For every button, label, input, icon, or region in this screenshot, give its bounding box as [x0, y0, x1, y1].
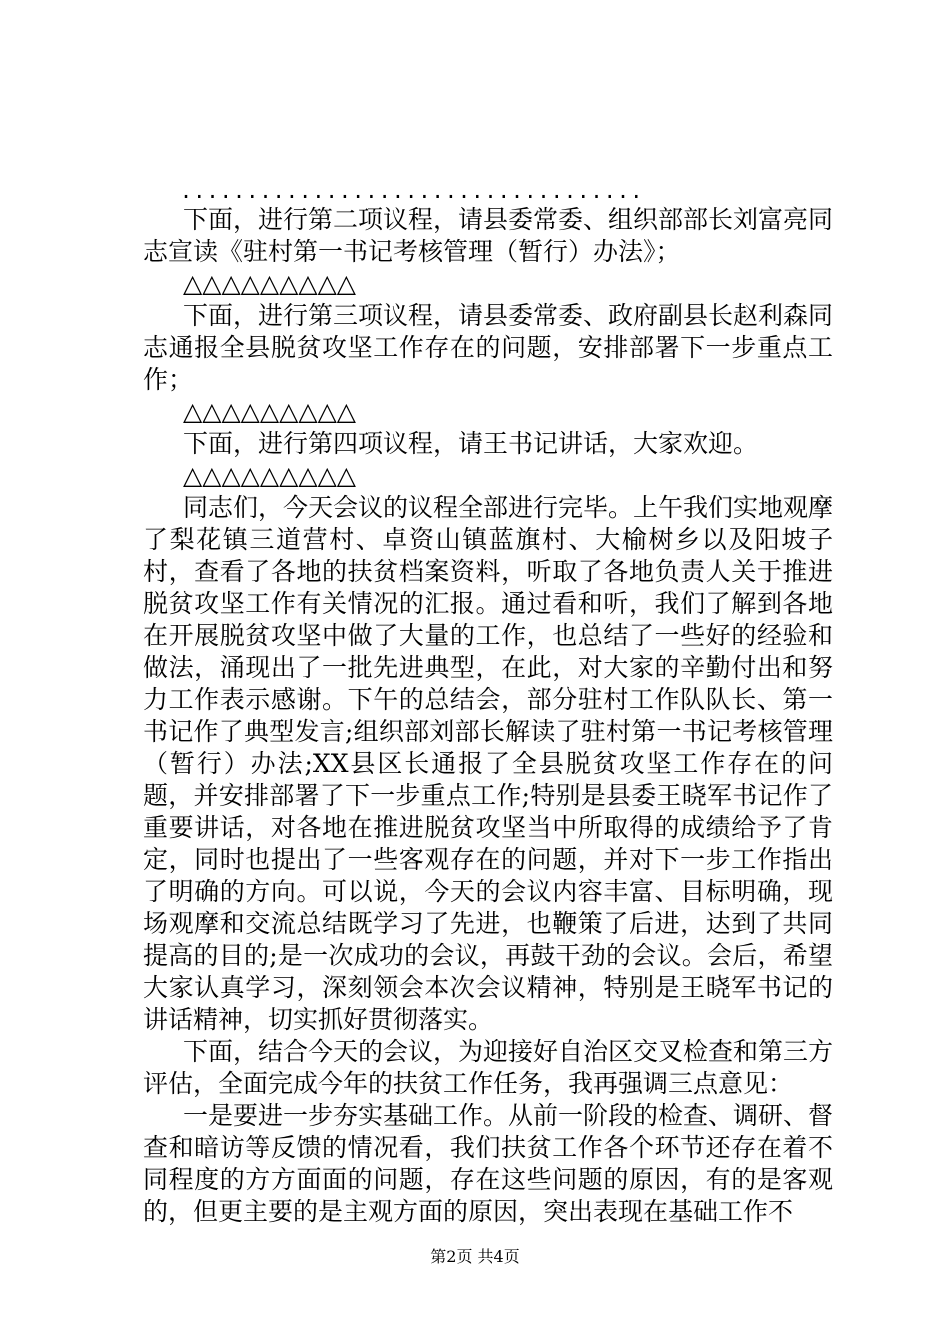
page-footer: 第2页 共4页 [430, 1247, 520, 1266]
paragraph-three-points: 下面，结合今天的会议，为迎接好自治区交叉检查和第三方评估，全面完成今年的扶贫工作任务，我再强调三点意见： [143, 1037, 834, 1098]
paragraph-agenda-4: 下面，进行第四项议程，请王书记讲话，大家欢迎。 [183, 429, 759, 458]
paragraph-point-one: 一是要进一步夯实基础工作。从前一阶段的检查、调研、督查和暗访等反馈的情况看，我们扶贫工作各个环节还存在着不同程度的方方面面的问题，存在这些问题的原因，有的是客观的，但更主要的是主观方面的原因，突出表现在基础工作不 [143, 1101, 834, 1226]
paragraph-agenda-2: 下面，进行第二项议程，请县委常委、组织部部长刘富亮同志宣读《驻村第一书记考核管理（暂行）办法》； [143, 205, 834, 266]
paragraph-summary: 同志们，今天会议的议程全部进行完毕。上午我们实地观摩了梨花镇三道营村、卓资山镇蓝旗村、大榆树乡以及阳坡子村，查看了各地的扶贫档案资料，听取了各地负责人关于推进脱贫攻坚工作有关情况的汇报。通过看和听，我们了解到各地在开展脱贫攻坚中做了大量的工作，也总结了一些好的经验和做法，涌现出了一批先进典型，在此，对大家的辛勤付出和努力工作表示感谢。下午的总结会，部分驻村工作队队长、第一书记作了典型发言;组织部刘部长解读了驻村第一书记考核管理（暂行）办法;XX县区长通报了全县脱贫攻坚工作存在的问题，并安排部署了下一步重点工作;特别是县委王晓军书记作了重要讲话，对各地在推进脱贫攻坚当中所取得的成绩给予了肯定，同时也提出了一些客观存在的问题，并对下一步工作指出了明确的方向。可以说，今天的会议内容丰富、目标明确，现场观摩和交流总结既学习了先进，也鞭策了后进，达到了共同提高的目的;是一次成功的会议，再鼓干劲的会议。会后，希望大家认真学习，深刻领会本次会议精神，特别是王晓军书记的讲话精神，切实抓好贯彻落实。 [143, 493, 834, 1034]
ellipsis-dots: ................................... [180, 184, 644, 198]
paragraph-agenda-3: 下面，进行第三项议程，请县委常委、政府副县长赵利森同志通报全县脱贫攻坚工作存在的问题，安排部署下一步重点工作； [143, 301, 834, 394]
document-body [143, 184, 834, 1228]
triangle-separator: △△△△△△△△△ [183, 269, 357, 298]
triangle-separator: △△△△△△△△△ [183, 461, 357, 490]
triangle-separator: △△△△△△△△△ [183, 397, 357, 426]
